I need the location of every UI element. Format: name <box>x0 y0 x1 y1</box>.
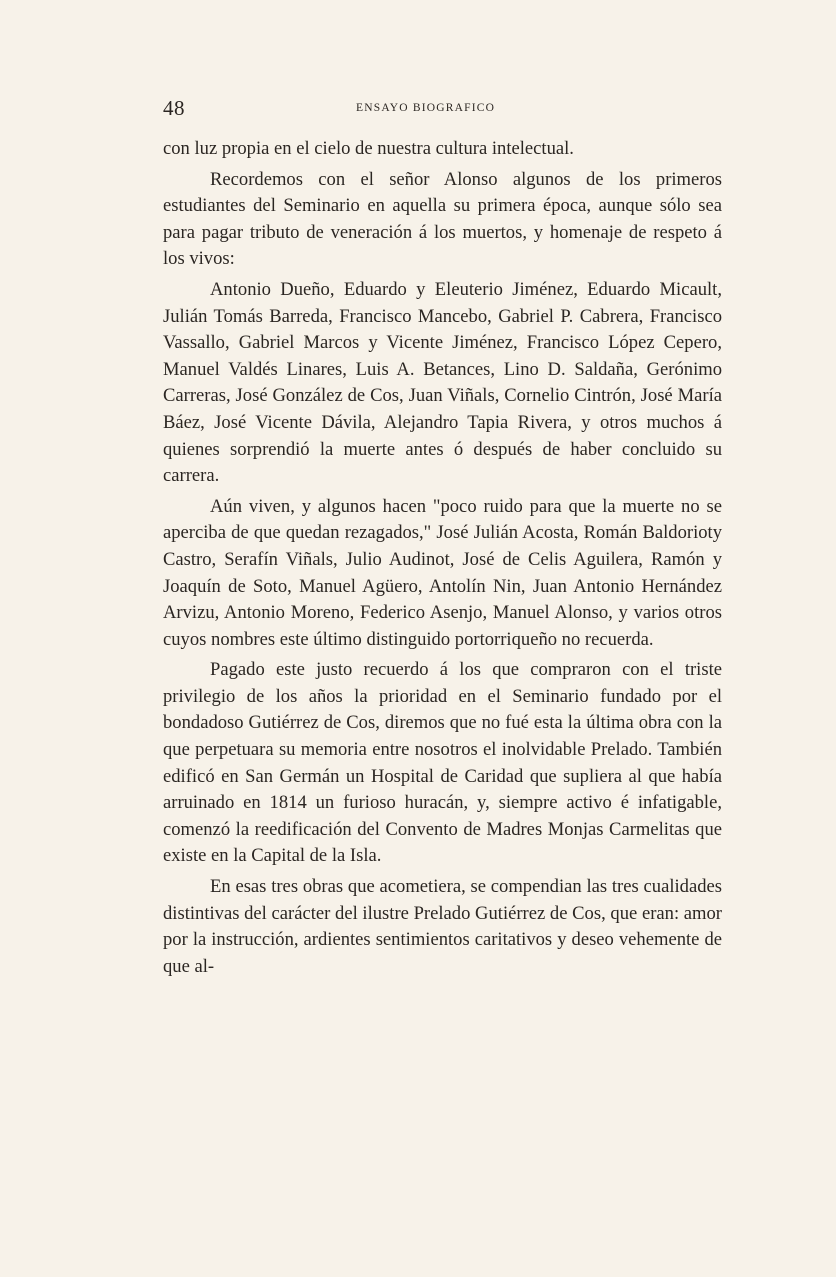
body-text <box>163 136 722 984</box>
paragraph: En esas tres obras que acometiera, se compendian las tres cualidades distintivas del carácter del ilustre Prelado Gutiérrez de Cos, que eran: amor por la instrucción, ardientes sentimientos caritativos y deseo vehemente de que al- <box>163 876 722 977</box>
paragraph: Aún viven, y algunos hacen "poco ruido para que la muerte no se aperciba de que quedan rezagados," José Julián Acosta, Román Baldorioty Castro, Serafín Viñals, Julio Audinot, José de Celis Aguilera, Ramón y Joaquín de Soto, Manuel Agüero, Antolín Nin, Juan Antonio Hernández Arvizu, Antonio Moreno, Federico Asenjo, Manuel Alonso, y varios otros cuyos nombres este último distinguido portorriqueño no recuerda. <box>163 495 722 650</box>
running-head: ENSAYO BIOGRAFICO <box>356 102 496 114</box>
page-header <box>163 96 723 126</box>
paragraph: Antonio Dueño, Eduardo y Eleuterio Jiménez, Eduardo Micault, Julián Tomás Barreda, Francisco Mancebo, Gabriel P. Cabrera, Francisco Vassallo, Gabriel Marcos y Vicente Jiménez, Francisco López Cepero, Manuel Valdés Linares, Luis A. Betances, Lino D. Saldaña, Gerónimo Carreras, José González de Cos, Juan Viñals, Cornelio Cintrón, José María Báez, José Vicente Dávila, Alejandro Tapia Rivera, y otros muchos á quienes sorprendió la muerte antes ó después de haber concluido su carrera. <box>163 278 722 487</box>
paragraph: Recordemos con el señor Alonso algunos de los primeros estudiantes del Seminario en aquella su primera época, aunque sólo sea para pagar tributo de veneración á los muertos, y homenaje de respeto á los vivos: <box>163 168 722 270</box>
paragraph: con luz propia en el cielo de nuestra cultura intelectual. <box>163 138 574 159</box>
paragraph: Pagado este justo recuerdo á los que compraron con el triste privilegio de los años la prioridad en el Seminario fundado por el bondadoso Gutiérrez de Cos, diremos que no fué esta la última obra con la que perpetuara su memoria entre nosotros el inolvidable Prelado. También edificó en San Germán un Hospital de Caridad que supliera al que había arruinado en 1814 un furioso huracán, y, siempre activo é infatigable, comenzó la reedificación del Convento de Madres Monjas Carmelitas que existe en la Capital de la Isla. <box>163 659 722 867</box>
page-number: 48 <box>163 96 185 120</box>
